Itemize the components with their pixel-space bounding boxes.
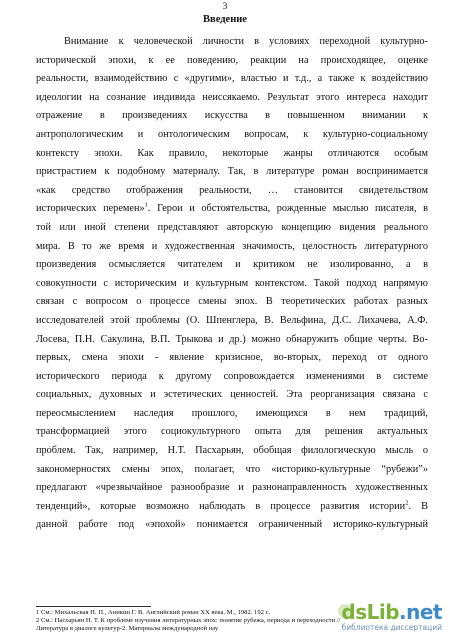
text-line: той или иной степени представляют авторскую концепцию видения реального xyxy=(36,221,428,233)
text-line-start: исторических перемен» xyxy=(36,203,145,215)
text-line: данной работе под «эпохой» понимается ограниченный историко-культурный xyxy=(36,519,428,531)
text-line: произведения осмысляется читателем и критиком не изолированно, а в xyxy=(36,259,428,271)
text-line: совокупности с историческим и культурным контекстом. Такой подход напрямую xyxy=(36,277,428,289)
text-line: мира. В то же время и художественная значимость, целостность литературного xyxy=(36,240,428,252)
text-line: проблем. Так, например, Н.Т. Пасхарьян, обобщая филологическую мысль о xyxy=(36,445,428,457)
footnote-divider xyxy=(36,606,151,607)
text-line-with-footnote xyxy=(36,200,428,219)
body-text xyxy=(36,33,428,535)
text-line-start: тенденций», которые возможно наблюдать в процессе развития истории xyxy=(36,500,406,512)
text-line: контексту эпохи. Как правило, некоторые жанры отличаются особым xyxy=(36,147,428,159)
text-line: «как средство отображения реальности, … становится свидетельством xyxy=(36,184,428,196)
text-line: Лосева, П.Н. Сакулина, В.П. Трыкова и др.) можно обнаружить общие черты. Во- xyxy=(36,333,428,345)
text-line: реальности, взаимодействию с «другими», властью и т.д., а также к воздействию xyxy=(36,73,428,85)
text-line: трансформацией этого социокультурного опыта для решения актуальных xyxy=(36,426,428,438)
text-line: закономерностях смены эпох, полагает, что «историко-культурные “рубежи”» xyxy=(36,463,428,475)
page-number: 3 xyxy=(222,2,228,12)
text-line: идеологии на сознание индивида неиссякаемо. Результат этого интереса находит xyxy=(36,91,428,103)
text-line: предлагают «чрезвычайное разнообразие и разнонаправленность художественных xyxy=(36,482,428,494)
text-line: отражение в произведениях искусства в повышенном внимании к xyxy=(36,110,428,122)
section-title: Введение xyxy=(203,14,247,25)
text-line-tail: . Герои и обстоятельства, рожденные мыслью писателя, в xyxy=(147,203,428,215)
watermark-logo[interactable] xyxy=(341,600,444,634)
footnote-1: 1 См.: Михальская Н. П., Аникин Г. В. Английский роман XX века. М., 1982. 192 с. xyxy=(36,609,271,616)
text-line-with-footnote xyxy=(36,498,428,517)
text-line: исторической эпохи, к ее поведению, реакции на происходящее, оценке xyxy=(36,54,428,66)
text-line: связан с вопросом о процессе смены эпох. В теоретических работах разных xyxy=(36,296,428,308)
footnote-ref-1[interactable]: 1 xyxy=(144,201,148,209)
text-line: Внимание к человеческой личности в условиях переходной культурно- xyxy=(64,36,428,47)
text-line: исторического периода к другому сопровождается изменениями в системе xyxy=(36,370,428,382)
text-line: первых, смена эпохи - явление кризисное, во-вторых, переход от одного xyxy=(36,352,428,364)
watermark-brand: dsLib.net xyxy=(341,600,442,624)
text-line: антропологическим и онтологическим вопросам, к культурно-социальному xyxy=(36,128,428,140)
text-line: переосмыслением наследия прошлого, имеющихся в нем традиций, xyxy=(36,407,428,419)
text-line: социальных, духовных и эстетических ценностей. Эта реорганизация связана с xyxy=(36,389,428,401)
footnote-2: 2 См.: Пасхарьян Н. Т. К проблеме изучения литературных эпох: понятие рубежа, периода и переходности // xyxy=(36,617,341,625)
footnote-ref-2[interactable]: 2 xyxy=(405,499,409,507)
text-line: пристрастием к подобному материалу. Так, в литературе роман воспринимается xyxy=(36,166,428,178)
text-line: исследователей этой проблемы (О. Шпенглера, В. Вельфина, Д.С. Лихачева, А.Ф. xyxy=(36,314,428,326)
text-line-tail: . В xyxy=(408,500,428,512)
watermark-tagline: библиотека диссертаций xyxy=(341,623,442,632)
footnote-2-cont: Литература в диалоге культур-2. Материалы международной нау xyxy=(36,625,219,633)
